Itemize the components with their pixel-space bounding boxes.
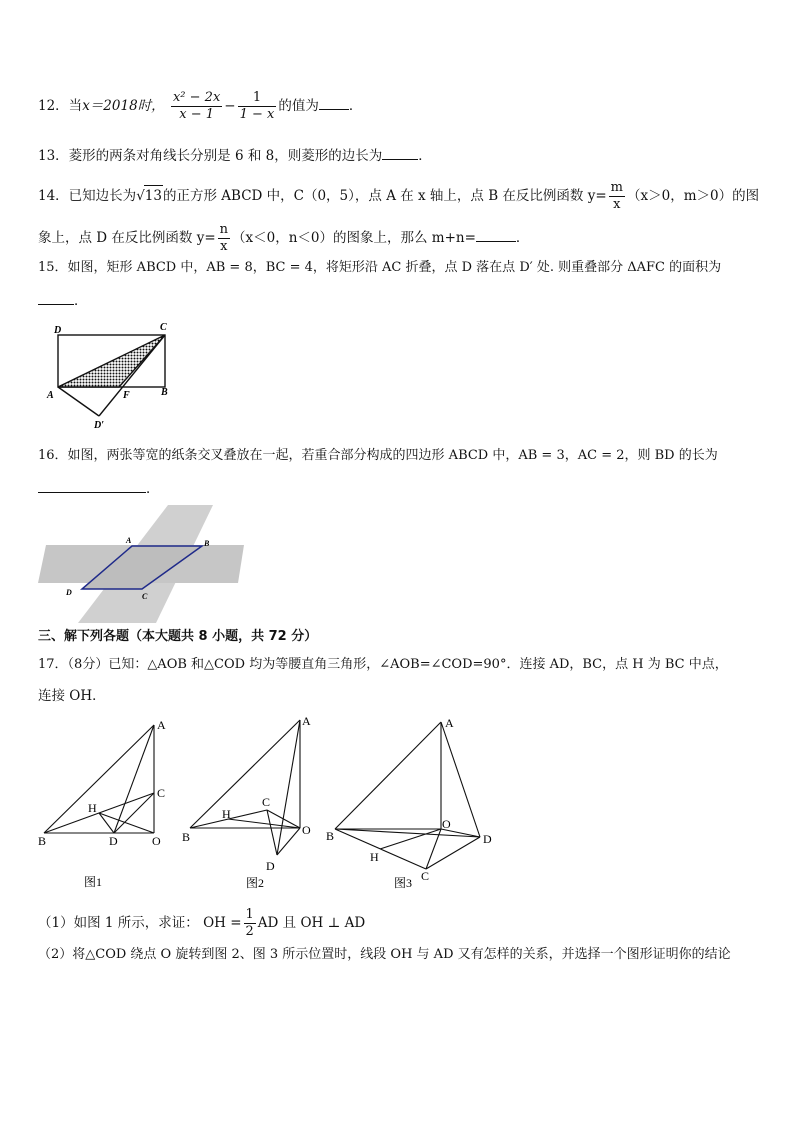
question-16-line-1: 16．如图，两张等宽的纸条交叉叠放在一起，若重合部分构成的四边形 ABCD 中，AB = 3，AC = 2，则 BD 的长为 xyxy=(38,448,718,463)
overlap-triangle-afc xyxy=(58,335,165,387)
svg-text:D: D xyxy=(54,325,62,336)
svg-text:A: A xyxy=(445,716,454,730)
q12-prefix: 12．当 xyxy=(38,98,83,114)
svg-text:O: O xyxy=(442,817,451,831)
svg-text:H: H xyxy=(222,807,231,821)
svg-text:B: B xyxy=(204,539,210,548)
q17-figure-1 xyxy=(34,715,174,895)
q12-fraction-1: $\frac{\text{x² − 2x}}{x - 1}$ xyxy=(172,90,221,122)
svg-text:H: H xyxy=(88,801,97,815)
svg-text:D: D xyxy=(266,859,275,873)
svg-text:C: C xyxy=(142,592,148,601)
section-3-heading: 三、解下列各题（本大题共 8 小题，共 72 分） xyxy=(38,629,318,644)
svg-text:O: O xyxy=(152,834,161,848)
svg-text:D: D xyxy=(483,832,492,846)
sqrt-13: √13 xyxy=(136,188,163,204)
svg-text:B: B xyxy=(326,829,335,843)
question-17-part-2: （2）将△COD 绕点 O 旋转到图 2、图 3 所示位置时，线段 OH 与 AD 又有怎样的关系，并选择一个图形证明你的结论 xyxy=(38,947,731,962)
svg-text:O: O xyxy=(302,823,311,837)
question-13: 13．菱形的两条对角线长分别是 6 和 8，则菱形的边长为 ． xyxy=(38,145,432,166)
question-17-part-1: （1）如图 1 所示，求证： OH = $\frac{1}{2}$ AD 且 OH ⊥ AD xyxy=(38,907,366,939)
question-12: 12．当x＝2018时， $\frac{\text{x² − 2x}}{x - 1}$ − $\frac{1}{1 - x}$ 的值为 ． xyxy=(38,90,363,122)
question-14-line-2: 象上，点 D 在反比例函数 y= $\frac{n}{x}$ （x＜0，n＜0）的图象上，那么 m+n= ． xyxy=(38,222,530,254)
answer-blank[interactable] xyxy=(38,478,146,493)
answer-blank[interactable] xyxy=(476,227,516,242)
svg-text:F: F xyxy=(123,390,130,401)
q17-figure-2 xyxy=(180,715,320,895)
q16-figure xyxy=(38,505,244,623)
svg-text:图3: 图3 xyxy=(394,876,413,890)
svg-text:A: A xyxy=(47,390,54,401)
question-17-line-2: 连接 OH． xyxy=(38,688,106,704)
answer-blank[interactable] xyxy=(38,290,74,305)
question-17-line-1: 17．（8分）已知：△AOB 和△COD 均为等腰直角三角形，∠AOB=∠COD=90°．连接 AD，BC，点 H 为 BC 中点， xyxy=(38,657,728,672)
svg-text:图2: 图2 xyxy=(246,876,265,890)
svg-text:图1: 图1 xyxy=(84,875,103,889)
question-14-line-1: 14．已知边长为√13的正方形 ABCD 中，C（0，5），点 A 在 x 轴上，点 B 在反比例函数 y= $\frac{m}{x}$ （x＞0，m＞0）的图 xyxy=(38,180,760,212)
answer-blank[interactable] xyxy=(382,145,418,160)
q12-condition: x＝2018时， xyxy=(82,98,165,114)
svg-text:C: C xyxy=(160,322,167,333)
svg-text:H: H xyxy=(370,850,379,864)
question-15-line-1: 15．如图，矩形 ABCD 中，AB = 8，BC = 4，将矩形沿 AC 折叠，点 D 落在点 D′ 处. 则重叠部分 ΔAFC 的面积为 xyxy=(38,260,722,275)
answer-blank[interactable] xyxy=(319,95,349,110)
q15-figure xyxy=(40,318,180,428)
q17-figure-3 xyxy=(323,712,503,892)
svg-text:B: B xyxy=(38,834,47,848)
svg-text:A: A xyxy=(302,715,311,728)
svg-text:B: B xyxy=(161,387,168,398)
svg-text:C: C xyxy=(157,786,166,800)
question-15-line-2: ． xyxy=(38,290,88,311)
svg-text:A: A xyxy=(157,718,166,732)
svg-text:A: A xyxy=(126,536,132,545)
svg-text:D: D xyxy=(66,588,72,597)
svg-text:C: C xyxy=(421,869,430,883)
svg-text:D: D xyxy=(109,834,118,848)
svg-text:D′: D′ xyxy=(94,420,105,428)
q12-fraction-2: $\frac{1}{1 - x}$ xyxy=(239,90,275,122)
svg-text:C: C xyxy=(262,795,271,809)
question-16-line-2: ． xyxy=(38,478,160,499)
svg-text:B: B xyxy=(182,830,191,844)
